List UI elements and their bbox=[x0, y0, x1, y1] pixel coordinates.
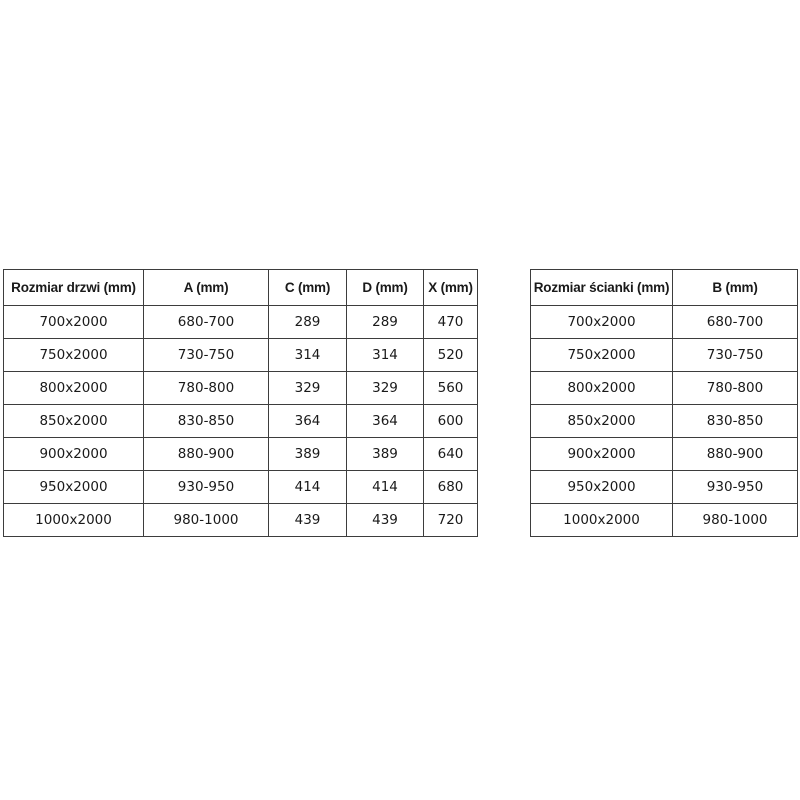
wall-size-table-body bbox=[531, 306, 798, 537]
column-header-rozmiar-scianki: Rozmiar ścianki (mm) bbox=[531, 270, 673, 306]
table-cell: 439 bbox=[269, 504, 347, 537]
table-row bbox=[531, 306, 798, 339]
table-cell: 314 bbox=[347, 339, 424, 372]
table-cell: 830-850 bbox=[673, 405, 798, 438]
table-cell: 780-800 bbox=[144, 372, 269, 405]
table-cell: 930-950 bbox=[144, 471, 269, 504]
table-cell: 850x2000 bbox=[531, 405, 673, 438]
table-cell: 520 bbox=[424, 339, 478, 372]
table-row bbox=[4, 339, 478, 372]
table-row bbox=[531, 504, 798, 537]
table-row bbox=[531, 438, 798, 471]
table-row bbox=[4, 405, 478, 438]
table-cell: 750x2000 bbox=[4, 339, 144, 372]
table-cell: 880-900 bbox=[144, 438, 269, 471]
table-cell: 980-1000 bbox=[673, 504, 798, 537]
table-cell: 780-800 bbox=[673, 372, 798, 405]
table-cell: 1000x2000 bbox=[531, 504, 673, 537]
table-cell: 329 bbox=[269, 372, 347, 405]
table-cell: 640 bbox=[424, 438, 478, 471]
table-cell: 414 bbox=[347, 471, 424, 504]
table-cell: 329 bbox=[347, 372, 424, 405]
door-size-table-body bbox=[4, 306, 478, 537]
table-cell: 950x2000 bbox=[4, 471, 144, 504]
table-cell: 730-750 bbox=[144, 339, 269, 372]
table-cell: 900x2000 bbox=[531, 438, 673, 471]
table-cell: 720 bbox=[424, 504, 478, 537]
table-cell: 800x2000 bbox=[531, 372, 673, 405]
column-header-a: A (mm) bbox=[144, 270, 269, 306]
column-header-d: D (mm) bbox=[347, 270, 424, 306]
table-cell: 980-1000 bbox=[144, 504, 269, 537]
table-cell: 364 bbox=[347, 405, 424, 438]
table-cell: 314 bbox=[269, 339, 347, 372]
table-cell: 880-900 bbox=[673, 438, 798, 471]
table-cell: 364 bbox=[269, 405, 347, 438]
table-row bbox=[4, 438, 478, 471]
table-row bbox=[531, 372, 798, 405]
door-table-header-row bbox=[4, 270, 478, 306]
table-row bbox=[531, 339, 798, 372]
table-cell: 680-700 bbox=[673, 306, 798, 339]
column-header-rozmiar-drzwi: Rozmiar drzwi (mm) bbox=[4, 270, 144, 306]
table-cell: 850x2000 bbox=[4, 405, 144, 438]
table-cell: 289 bbox=[269, 306, 347, 339]
table-cell: 1000x2000 bbox=[4, 504, 144, 537]
table-cell: 930-950 bbox=[673, 471, 798, 504]
table-cell: 750x2000 bbox=[531, 339, 673, 372]
wall-table-header-row bbox=[531, 270, 798, 306]
table-cell: 700x2000 bbox=[531, 306, 673, 339]
column-header-c: C (mm) bbox=[269, 270, 347, 306]
table-cell: 414 bbox=[269, 471, 347, 504]
table-row bbox=[4, 306, 478, 339]
wall-size-table bbox=[530, 269, 798, 537]
column-header-x: X (mm) bbox=[424, 270, 478, 306]
table-cell: 800x2000 bbox=[4, 372, 144, 405]
table-cell: 680 bbox=[424, 471, 478, 504]
table-row bbox=[4, 504, 478, 537]
table-row bbox=[4, 372, 478, 405]
table-cell: 830-850 bbox=[144, 405, 269, 438]
table-row bbox=[531, 405, 798, 438]
table-cell: 470 bbox=[424, 306, 478, 339]
table-cell: 730-750 bbox=[673, 339, 798, 372]
door-size-table bbox=[3, 269, 478, 537]
table-cell: 389 bbox=[269, 438, 347, 471]
table-cell: 900x2000 bbox=[4, 438, 144, 471]
table-cell: 560 bbox=[424, 372, 478, 405]
table-cell: 600 bbox=[424, 405, 478, 438]
table-cell: 680-700 bbox=[144, 306, 269, 339]
table-cell: 389 bbox=[347, 438, 424, 471]
table-row bbox=[4, 471, 478, 504]
table-cell: 289 bbox=[347, 306, 424, 339]
table-cell: 439 bbox=[347, 504, 424, 537]
table-cell: 700x2000 bbox=[4, 306, 144, 339]
column-header-b: B (mm) bbox=[673, 270, 798, 306]
table-cell: 950x2000 bbox=[531, 471, 673, 504]
table-row bbox=[531, 471, 798, 504]
